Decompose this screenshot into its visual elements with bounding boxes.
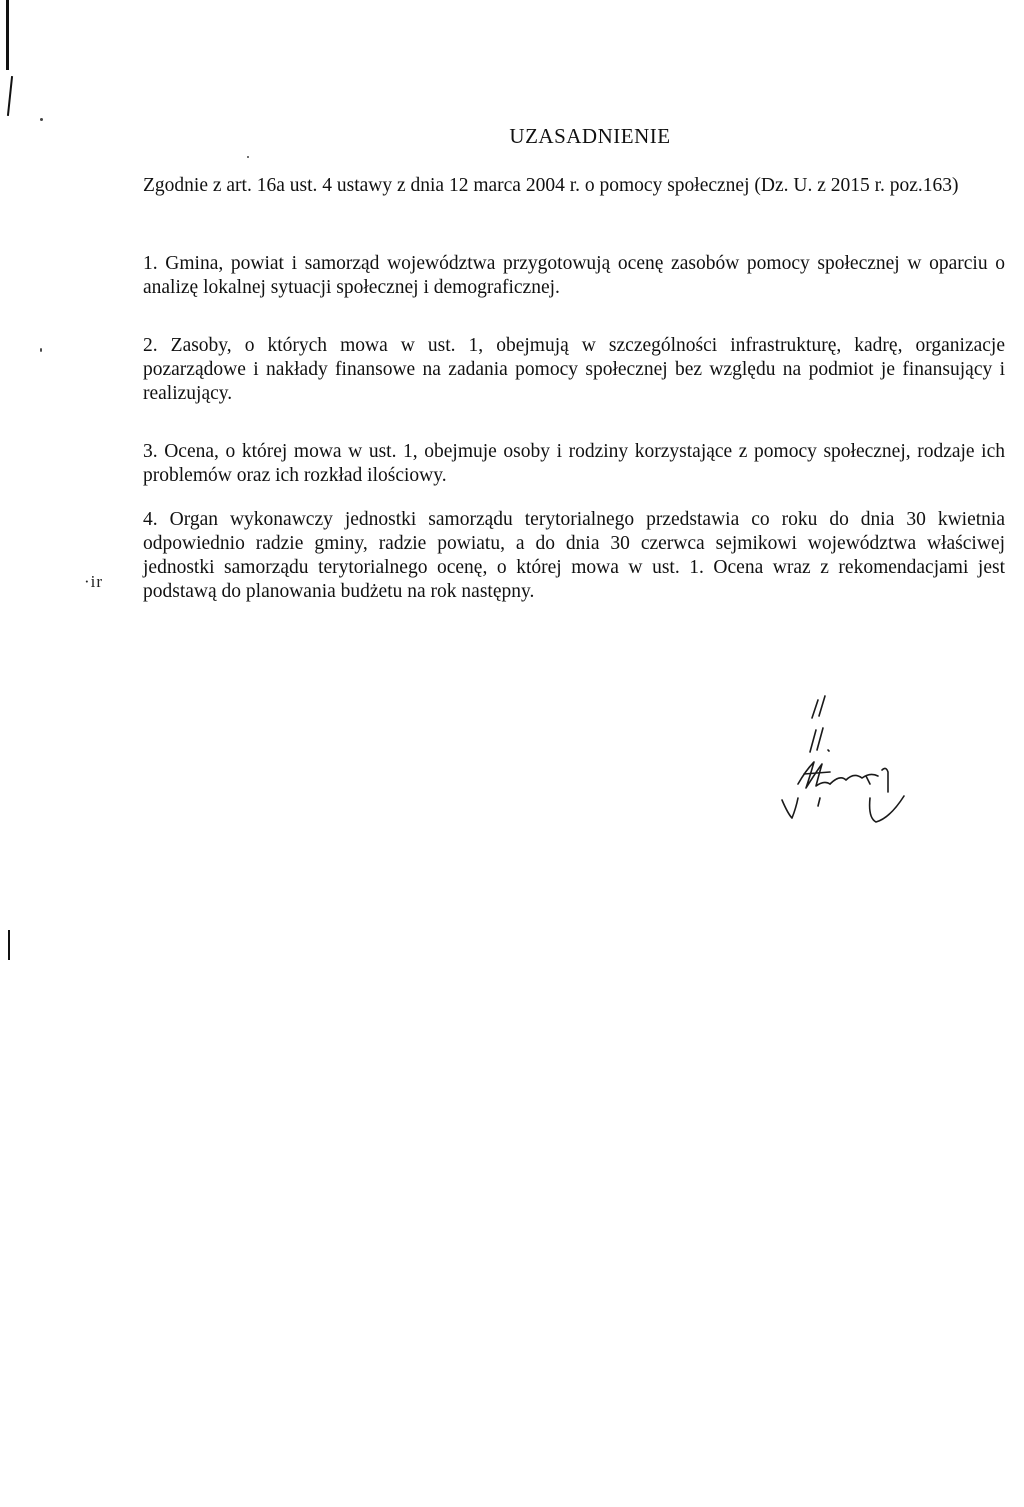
margin-mark: ·ir <box>84 572 104 591</box>
handwritten-signature-icon <box>770 688 920 858</box>
paragraph-4: 4. Organ wykonawczy jednostki samorządu terytorialnego przedstawia co roku do dnia 30 kwietnia odpowiednio radzie gminy, radzie powiatu, a do dnia 30 czerwca sejmikowi województwa właściwej jednostki samorządu terytorialnego ocenę, o której mowa w ust. 1. Ocena wraz z rekomendacjami jest podstawą do planowania budżetu na rok następny. <box>143 509 1005 602</box>
document-title-text: UZASADNIENIE <box>509 124 671 148</box>
scan-artifact <box>8 930 10 960</box>
paragraph-3: 3. Ocena, o której mowa w ust. 1, obejmuje osoby i rodziny korzystające z pomocy społecznej, rodzaje ich problemów oraz ich rozkład ilościowy. <box>143 441 1005 486</box>
scan-artifact <box>247 156 249 158</box>
paragraph-2: 2. Zasoby, o których mowa w ust. 1, obejmują w szczególności infrastrukturę, kadrę, organizacje pozarządowe i nakłady finansowe na zadania pomocy społecznej bez względu na podmiot je finansujący i realizujący. <box>143 335 1005 404</box>
paragraph-1: 1. Gmina, powiat i samorząd województwa przygotowują ocenę zasobów pomocy społecznej w oparciu o analizę lokalnej sytuacji społecznej i demograficznej. <box>143 253 1005 298</box>
scan-artifact <box>40 348 42 352</box>
document-title <box>0 124 1024 149</box>
scan-artifact <box>6 0 9 70</box>
scan-artifact <box>7 76 13 116</box>
signature-drawing <box>770 688 920 858</box>
legal-basis-paragraph: Zgodnie z art. 16a ust. 4 ustawy z dnia 12 marca 2004 r. o pomocy społecznej (Dz. U. z 2015 r. poz.163) <box>143 175 959 196</box>
scan-artifact <box>40 118 43 121</box>
